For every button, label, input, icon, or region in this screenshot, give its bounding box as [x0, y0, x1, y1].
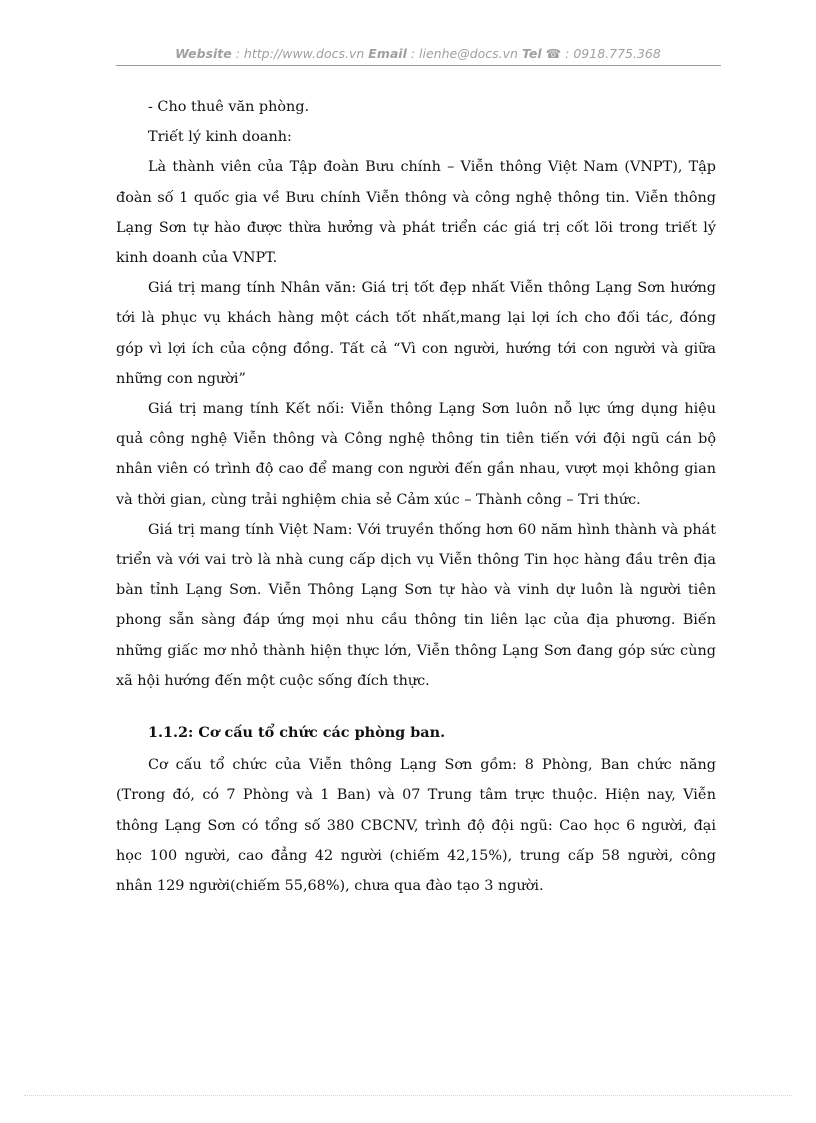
paragraph-humanity: Giá trị mang tính Nhân văn: Giá trị tốt đẹp nhất Viễn thông Lạng Sơn hướng tới là phục vụ khách hàng một cách tốt nhất,mang lại lợi ích cho đối tác, đóng góp vì lợi ích của cộng đồng. Tất cả “Vì con người, hướng tới con người và giữa những con người” — [116, 280, 716, 387]
paragraph-connection: Giá trị mang tính Kết nối: Viễn thông Lạng Sơn luôn nỗ lực ứng dụng hiệu quả công nghệ Viễn thông và Công nghệ thông tin tiên tiến với đội ngũ cán bộ nhân viên có trình độ cao để mang con người đến gần nhau, vượt mọi không gian và thời gian, cùng trải nghiệm chia sẻ Cảm xúc – Thành công – Tri thức. — [116, 401, 716, 508]
tel-label: Tel — [521, 46, 542, 61]
header-divider — [116, 65, 721, 66]
email-value[interactable]: : lienhe@docs.vn — [406, 46, 522, 61]
philosophy-title: Triết lý kinh doanh: — [148, 129, 292, 146]
website-label: Website — [175, 46, 232, 61]
paragraph-vnpt: Là thành viên của Tập đoàn Bưu chính – Viễn thông Việt Nam (VNPT), Tập đoàn số 1 quốc gia về Bưu chính Viễn thông và công nghệ thông tin. Viễn thông Lạng Sơn tự hào được thừa hưởng và phát triển các giá trị cốt lõi trong triết lý kinh doanh của VNPT. — [116, 159, 716, 267]
philosophy-paragraphs — [116, 152, 716, 696]
section-paragraphs — [116, 750, 716, 901]
paragraph-vietnam: Giá trị mang tính Việt Nam: Với truyền thống hơn 60 năm hình thành và phát triển và với vai trò là nhà cung cấp dịch vụ Viễn thông Tin học hàng đầu trên địa bàn tỉnh Lạng Sơn. Viễn Thông Lạng Sơn tự hào và vinh dự luôn là người tiên phong sẵn sàng đáp ứng mọi nhu cầu thông tin liên lạc của địa phương. Biến những giấc mơ nhỏ thành hiện thực lớn, Viễn thông Lạng Sơn đang góp sức cùng xã hội hướng đến một cuộc sống đích thực. — [116, 521, 716, 689]
document-body — [116, 92, 716, 901]
website-value[interactable]: : http://www.docs.vn — [231, 46, 369, 61]
paragraph-structure: Cơ cấu tổ chức của Viễn thông Lạng Sơn gồm: 8 Phòng, Ban chức năng (Trong đó, có 7 Phòng và 1 Ban) và 07 Trung tâm trực thuộc. Hiện nay, Viễn thông Lạng Sơn có tổng số 380 CBCNV, trình độ đội ngũ: Cao học 6 người, đại học 100 người, cao đẳng 42 người (chiếm 42,15%), trung cấp 58 người, công nhân 129 người(chiếm 55,68%), chưa qua đào tạo 3 người. — [116, 757, 716, 895]
bullet-item: - Cho thuê văn phòng. — [148, 99, 310, 115]
page-bottom-border — [24, 1095, 792, 1096]
section-heading: 1.1.2: Cơ cấu tổ chức các phòng ban. — [148, 724, 446, 742]
page-header — [116, 46, 720, 61]
email-label: Email — [368, 46, 407, 61]
tel-value: ☎ : 0918.775.368 — [541, 46, 661, 61]
